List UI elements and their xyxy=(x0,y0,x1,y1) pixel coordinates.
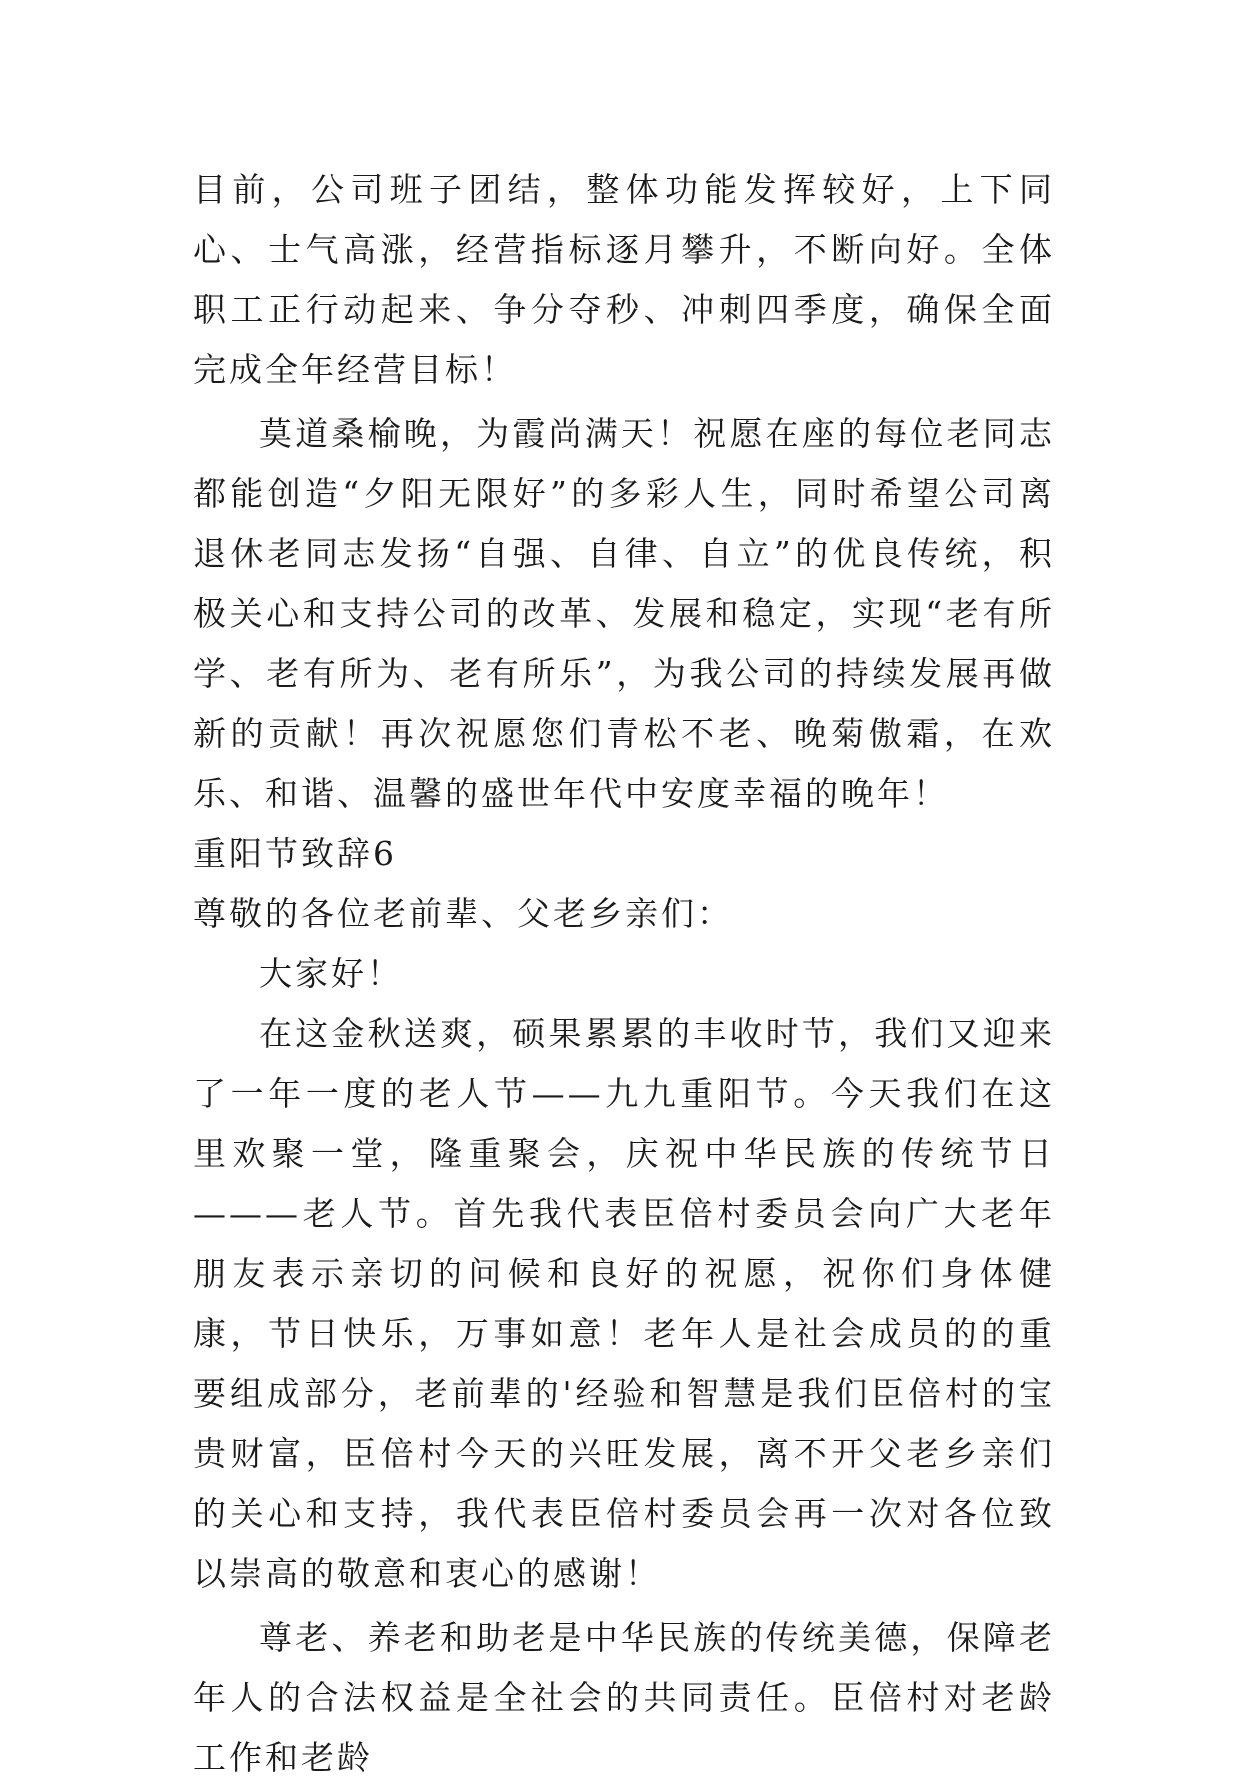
paragraph-festival-opening: 在这金秋送爽，硕果累累的丰收时节，我们又迎来了一年一度的老人节——九九重阳节。今天我们在这里欢聚一堂，隆重聚会，庆祝中华民族的传统节日———老人节。首先我代表臣倍村委员会向广大老年朋友表示亲切的问候和良好的祝愿，祝你们身体健康，节日快乐，万事如意！老年人是社会成员的的重要组成部分，老前辈的'经验和智慧是我们臣倍村的宝贵财富，臣倍村今天的兴旺发展，离不开父老乡亲们的关心和支持，我代表臣倍村委员会再一次对各位致以崇高的敬意和衷心的感谢！ xyxy=(193,1014,1055,1593)
document-body xyxy=(193,160,1055,1788)
greeting: 大家好！ xyxy=(259,954,403,993)
paragraph-respect-elders: 尊老、养老和助老是中华民族的传统美德，保障老年人的合法权益是全社会的共同责任。臣倍村对老龄工作和老龄 xyxy=(193,1618,1055,1777)
section-heading: 重阳节致辞6 xyxy=(193,834,397,873)
salutation: 尊敬的各位老前辈、父老乡亲们： xyxy=(193,894,733,933)
paragraph-company-status: 目前，公司班子团结，整体功能发挥较好，上下同心、士气高涨，经营指标逐月攀升，不断向好。全体职工正行动起来、争分夺秒、冲刺四季度，确保全面完成全年经营目标！ xyxy=(193,170,1055,389)
paragraph-blessing: 莫道桑榆晚，为霞尚满天！祝愿在座的每位老同志都能创造“夕阳无限好”的多彩人生，同时希望公司离退休老同志发扬“自强、自律、自立”的优良传统，积极关心和支持公司的改革、发展和稳定，实现“老有所学、老有所为、老有所乐”，为我公司的持续发展再做新的贡献！再次祝愿您们青松不老、晚菊傲霜，在欢乐、和谐、温馨的盛世年代中安度幸福的晚年！ xyxy=(193,414,1055,813)
